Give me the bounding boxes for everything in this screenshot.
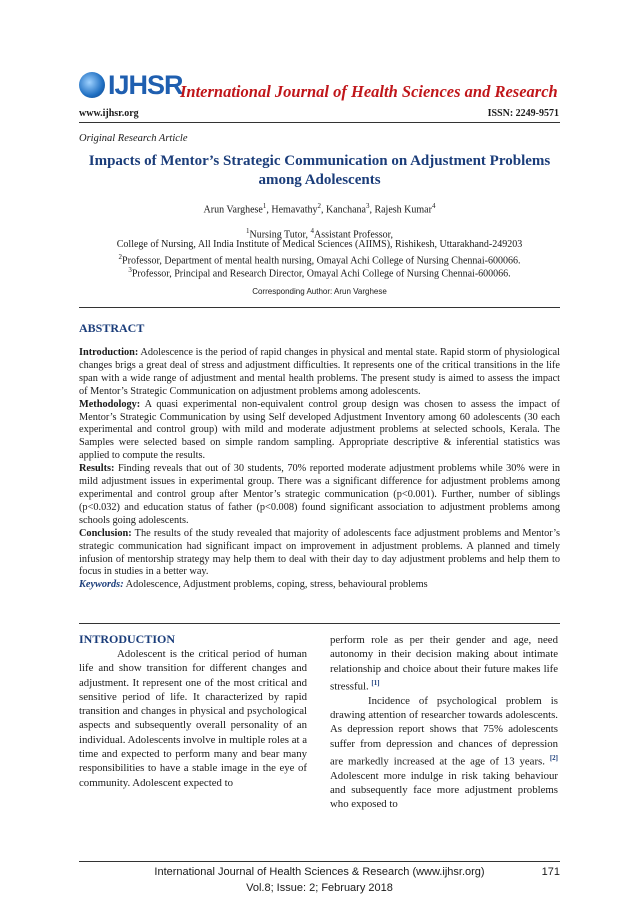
journal-issn: ISSN: 2249-9571 — [487, 108, 559, 119]
journal-name: International Journal of Health Sciences and Research — [180, 82, 558, 101]
abstract-body — [79, 347, 560, 592]
abstract-introduction: Introduction: Adolescence is the period of rapid changes in physical and mental state. Rapid storm of physiological changes brigs a great deal of stress and adjustment difficulties. It represents one of the critical transitions in the life span with a wide range of adjustment and mental health problems. The present study is aimed to assess the impact of Mentor’s Strategic Communication on adjustment problems among adolescents. — [79, 347, 560, 397]
intro-paragraph: Adolescent is the critical period of human life and show transition for different changes and adjustment. It represent one of the most critical and sensitive period of life. It characterized by rapid transition and changes in physical and psychological aspects and subsequently overall personality of an individual. Adolescents involve in multiple roles at a time and expected to perform many and bear many responsibilities to have a stable image in the eye of community. Adolescent expected to — [79, 648, 307, 789]
author-name: Arun Varghese — [203, 204, 263, 216]
section-rule — [79, 307, 560, 308]
author-name: Hemavathy — [271, 204, 318, 216]
footer-issue: Vol.8; Issue: 2; February 2018 — [246, 882, 393, 894]
journal-logo-globe-icon — [79, 72, 105, 98]
header-rule — [79, 122, 560, 123]
abstract-results: Results: Finding reveals that out of 30 students, 70% reported moderate adjustment problems while 30% were in mild adjustment issues in experimental group. There was a significant difference for adjustment problems among experimental and control group after Mentor’s strategic communication (p<0.001). Further, number of siblings (p<0.032) and education status of father (p<0.008) found significant association to adjustment problems among schools going adolescents. — [79, 463, 560, 526]
author-list: Arun Varghese$^1$, Hemavathy$^2$, Kanchana$^3$, Rajesh Kumar$^4$ — [203, 202, 436, 216]
abstract-conclusion: Conclusion: The results of the study revealed that majority of adolescents face adjustment problems and Mentor’s strategic communication had significant impact on improvement in adjustment problems. A planned and timely infusion of mentorship strategy may help them to deal with their day to day adjustment problems and help them to focus in studies in a better way. — [79, 527, 560, 578]
abstract-rule — [79, 623, 560, 624]
journal-website: www.ijhsr.org — [79, 108, 139, 119]
abstract-keywords: Keywords: Adolescence, Adjustment problems, coping, stress, behavioural problems — [79, 579, 428, 591]
citation-ref[interactable]: [1] — [371, 678, 380, 687]
author-name: Kanchana — [325, 204, 366, 216]
footer-rule — [79, 861, 560, 862]
corresponding-author: Corresponding Author: Arun Varghese — [252, 287, 387, 296]
introduction-heading: INTRODUCTION — [79, 632, 176, 646]
abstract-heading: ABSTRACT — [79, 321, 145, 335]
author-name: Rajesh Kumar — [374, 204, 432, 216]
citation-ref[interactable]: [2] — [549, 753, 558, 762]
affiliation-1: $^1$Nursing Tutor, $^4$Assistant Professor, — [245, 227, 394, 241]
intro-paragraph: perform role as per their gender and age, need autonomy in their decision making about intimate relationship and choice about their future makes life stressful. [1] — [330, 634, 558, 693]
affiliation-1-institution: College of Nursing, All India Institute of Medical Sciences (AIIMS), Rishikesh, Uttarakhand-249203 — [116, 239, 523, 250]
intro-right-column — [330, 633, 558, 812]
affiliation-2: $^2$Professor, Department of mental health nursing, Omayal Achi College of Nursing Chennai-600066. — [118, 253, 521, 267]
intro-paragraph: Incidence of psychological problem is drawing attention of researcher towards adolescents. As depression report shows that 75% adolescents suffer from depression and chances of depression are markedly increased at the age of 13 years. [2] Adolescent more indulge in risk taking behaviour and subsequently face more adjustment problems who exposed to — [330, 694, 558, 811]
footer-journal: International Journal of Health Sciences & Research (www.ijhsr.org) 171 — [154, 866, 560, 878]
journal-logo-text: IJHSR — [108, 70, 183, 100]
abstract-methodology: Methodology: A quasi experimental non-equivalent control group design was chosen to assess the impact of Mentor’s Strategic Communication by using Self developed Adjustment Inventory among 60 adolescents (30 each experimental and control group) with mild and moderate adjustment problems at selected schools, Kerala. The Samples were selected based on simple random sampling. Appropriate descriptive & inferential statistics was applied to compute the results. — [79, 398, 560, 462]
page-number: 171 — [541, 866, 560, 878]
affiliation-3: $^3$Professor, Principal and Research Director, Omayal Achi College of Nursing Chennai-600066. — [128, 266, 511, 280]
article-type: Original Research Article — [79, 133, 188, 144]
paper-title: Impacts of Mentor’s Strategic Communication on Adjustment Problems among Adolescents — [88, 153, 551, 188]
intro-left-column — [79, 631, 307, 790]
